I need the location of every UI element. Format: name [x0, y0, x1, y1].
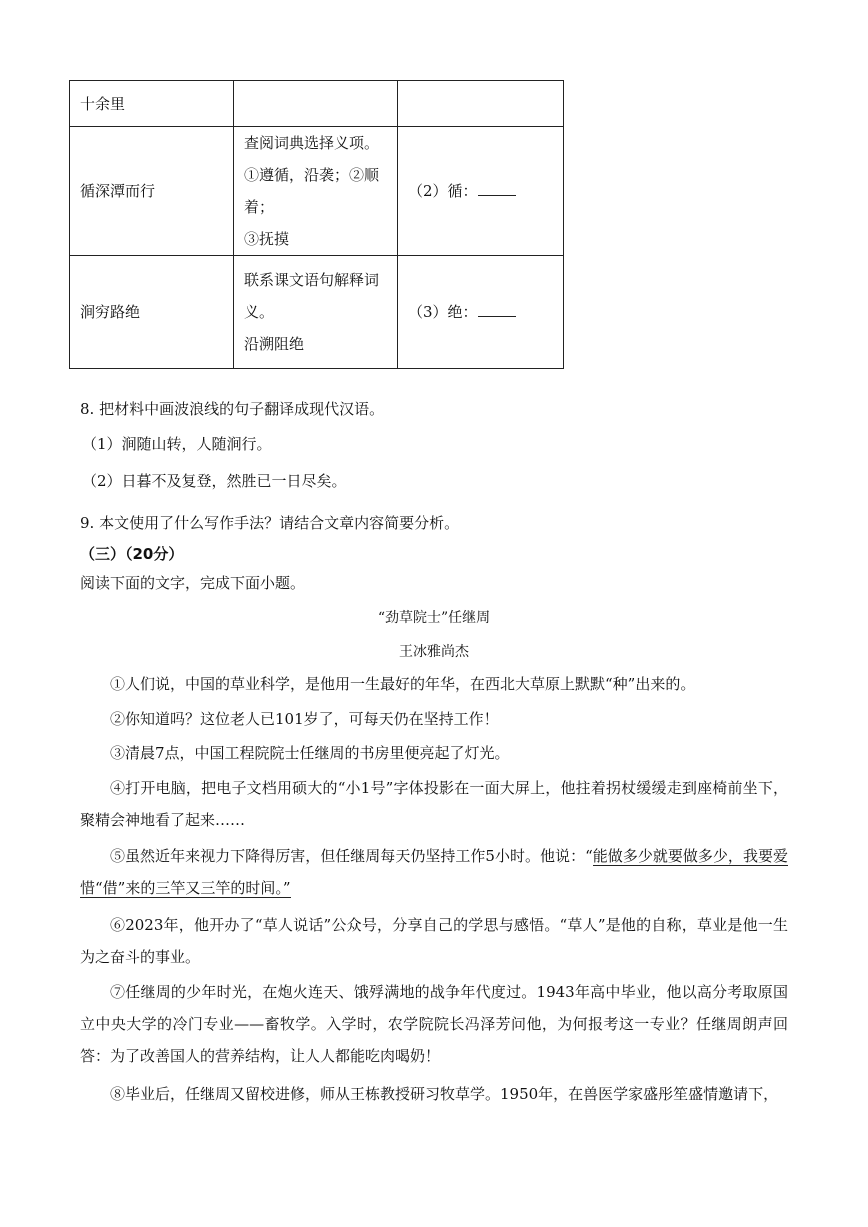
table-cell-method	[234, 256, 398, 369]
vocabulary-table	[69, 80, 564, 369]
question-8-stem: 8. 把材料中画波浪线的句子翻译成现代汉语。	[80, 400, 385, 418]
paragraph-5-text: ⑤虽然近年来视力下降得厉害，但任继周每天仍坚持工作5小时。他说：“	[110, 847, 593, 865]
article-author: 王冰雅尚杰	[399, 644, 469, 660]
answer-label: （2）循：	[408, 182, 478, 200]
paragraph-6: ⑥2023年，他开办了“草人说话”公众号，分享自己的学思与感悟。“草人”是他的自称，草业是他一生为之奋斗的事业。	[80, 916, 788, 966]
table-cell-answer	[398, 256, 564, 369]
paragraph-4: ④打开电脑，把电子文档用硕大的“小1号”字体投影在一面大屏上，他拄着拐杖缓缓走到座椅前坐下，聚精会神地看了起来……	[80, 779, 788, 829]
answer-label: （3）绝：	[408, 303, 478, 321]
paragraph-1: ①人们说，中国的草业科学，是他用一生最好的年华，在西北大草原上默默“种”出来的。	[110, 675, 696, 693]
question-8-sub-2: （2）日暮不及复登，然胜已一日尽矣。	[82, 472, 347, 490]
method-line: 义。	[244, 303, 275, 321]
table-row	[70, 127, 564, 256]
section-heading: （三）（20分）	[80, 545, 184, 563]
table-cell-answer	[398, 127, 564, 256]
table-cell-word: 涧穷路绝	[70, 256, 234, 369]
method-line: ③抚摸	[244, 230, 290, 248]
paragraph-2: ②你知道吗？这位老人已101岁了，可每天仍在坚持工作！	[110, 710, 499, 728]
table-cell-answer	[398, 81, 564, 127]
question-8-sub-1: （1）涧随山转，人随涧行。	[82, 435, 272, 453]
paragraph-5	[80, 840, 788, 904]
table-cell-word: 循深潭而行	[70, 127, 234, 256]
answer-blank[interactable]	[478, 181, 516, 196]
table-row	[70, 81, 564, 127]
table-cell-word: 十余里	[70, 81, 234, 127]
article-title: “劲草院士”任继周	[377, 610, 491, 626]
table-cell-method	[234, 81, 398, 127]
method-line: 沿溯阻绝	[244, 335, 305, 353]
table-row	[70, 256, 564, 369]
answer-blank[interactable]	[478, 302, 516, 317]
method-line: 联系课文语句解释词	[244, 271, 380, 289]
question-9-stem: 9. 本文使用了什么写作手法？请结合文章内容简要分析。	[80, 514, 460, 532]
section-intro: 阅读下面的文字，完成下面小题。	[80, 574, 306, 592]
paragraph-3: ③清晨7点，中国工程院院士任继周的书房里便亮起了灯光。	[110, 744, 510, 762]
method-line: ①遵循，沿袭；②顺着；	[244, 166, 380, 216]
paragraph-7: ⑦任继周的少年时光，在炮火连天、饿殍满地的战争年代度过。1943年高中毕业，他以高分考取原国立中央大学的冷门专业——畜牧学。入学时，农学院院长冯泽芳问他，为何报考这一专业？任继周朗声回答：为了改善国人的营养结构，让人人都能吃肉喝奶！	[80, 983, 788, 1065]
method-line: 查阅词典选择义项。	[244, 134, 380, 152]
paragraph-5-underlined-quote: 能做多少就要做多少，我要爱惜“借”来的三竿又三竿的时间。”	[80, 847, 788, 897]
table-cell-method	[234, 127, 398, 256]
paragraph-8: ⑧毕业后，任继周又留校进修，师从王栋教授研习牧草学。1950年，在兽医学家盛彤笙盛情邀请下，	[110, 1085, 779, 1103]
